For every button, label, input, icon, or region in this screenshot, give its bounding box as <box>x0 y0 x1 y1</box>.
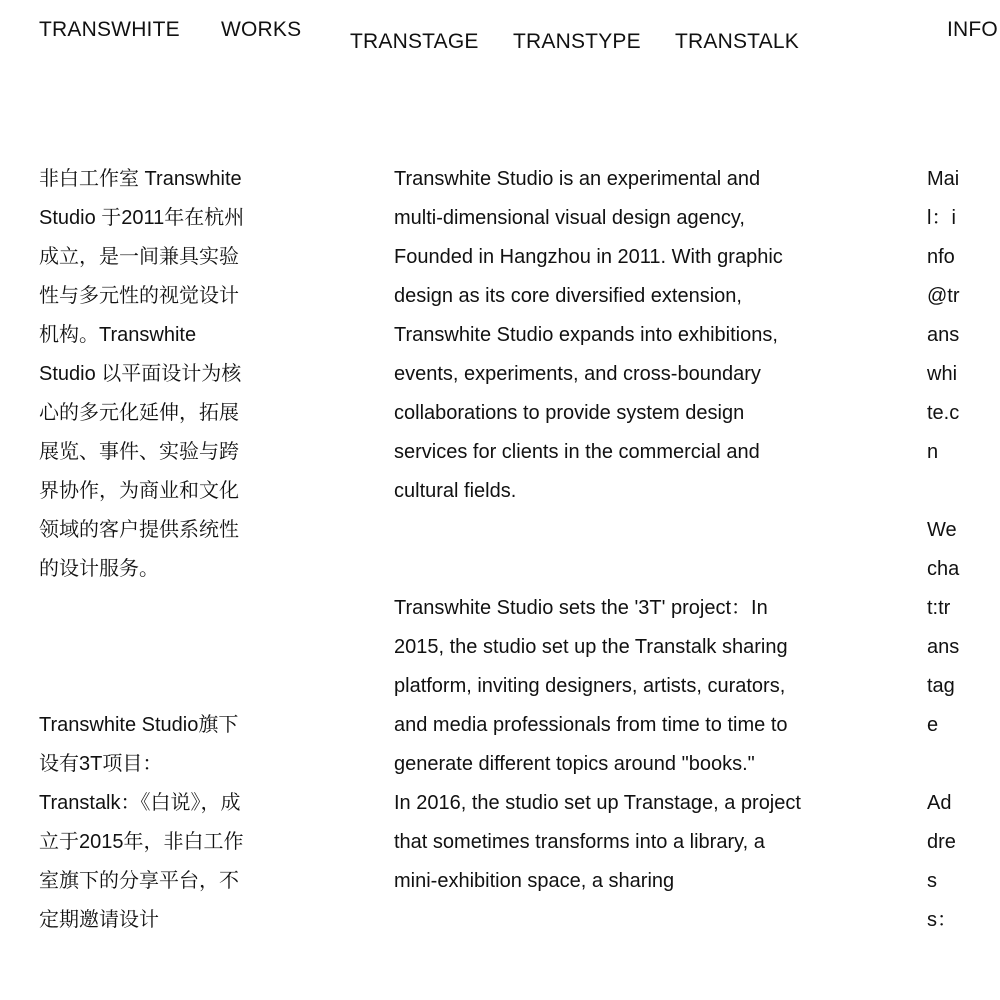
wechat-contact: Wechat:transtage <box>927 519 960 736</box>
chinese-3t-paragraph: Transwhite Studio旗下设有3T项目：Transtalk：《白说》，成立于2015年，非白工作室旗下的分享平台，不定期邀请设计 <box>39 714 244 931</box>
contact-info-column <box>927 160 961 940</box>
english-intro-column <box>394 160 804 901</box>
nav-works[interactable]: WORKS <box>221 18 302 41</box>
mail-contact[interactable]: Mail：info@transwhite.cn <box>927 168 960 463</box>
english-intro-paragraph: Transwhite Studio is an experimental and multi-dimensional visual design agency, Founded in Hangzhou in 2011. With graphic design as its core diversified extension, Transwhite Studio expands into exhibitions, events, experiments, and cross-boundary collaborations to provide system design services for clients in the commercial and cultural fields. <box>394 168 783 502</box>
nav-info[interactable]: INFO <box>947 18 998 41</box>
nav-transtype[interactable]: TRANSTYPE <box>513 30 641 53</box>
english-3t-paragraph: Transwhite Studio sets the '3T' project：In 2015, the studio set up the Transtalk sharing platform, inviting designers, artists, curators, and media professionals from time to time to generate different topics around "books." <box>394 597 788 775</box>
address-contact: Address： <box>927 792 957 931</box>
english-transtage-paragraph: In 2016, the studio set up Transtage, a project that sometimes transforms into a library, a mini-exhibition space, a sharing <box>394 792 801 892</box>
chinese-intro-paragraph: 非白工作室 Transwhite Studio 于2011年在杭州成立，是一间兼具实验性与多元性的视觉设计机构。Transwhite Studio 以平面设计为核心的多元化延伸，拓展展览、事件、实验与跨界协作，为商业和文化领域的客户提供系统性的设计服务。 <box>39 168 245 580</box>
nav-transwhite[interactable]: TRANSWHITE <box>39 18 180 41</box>
nav-transtalk[interactable]: TRANSTALK <box>675 30 799 53</box>
nav-transtage[interactable]: TRANSTAGE <box>350 30 479 53</box>
chinese-intro-column <box>39 160 249 940</box>
